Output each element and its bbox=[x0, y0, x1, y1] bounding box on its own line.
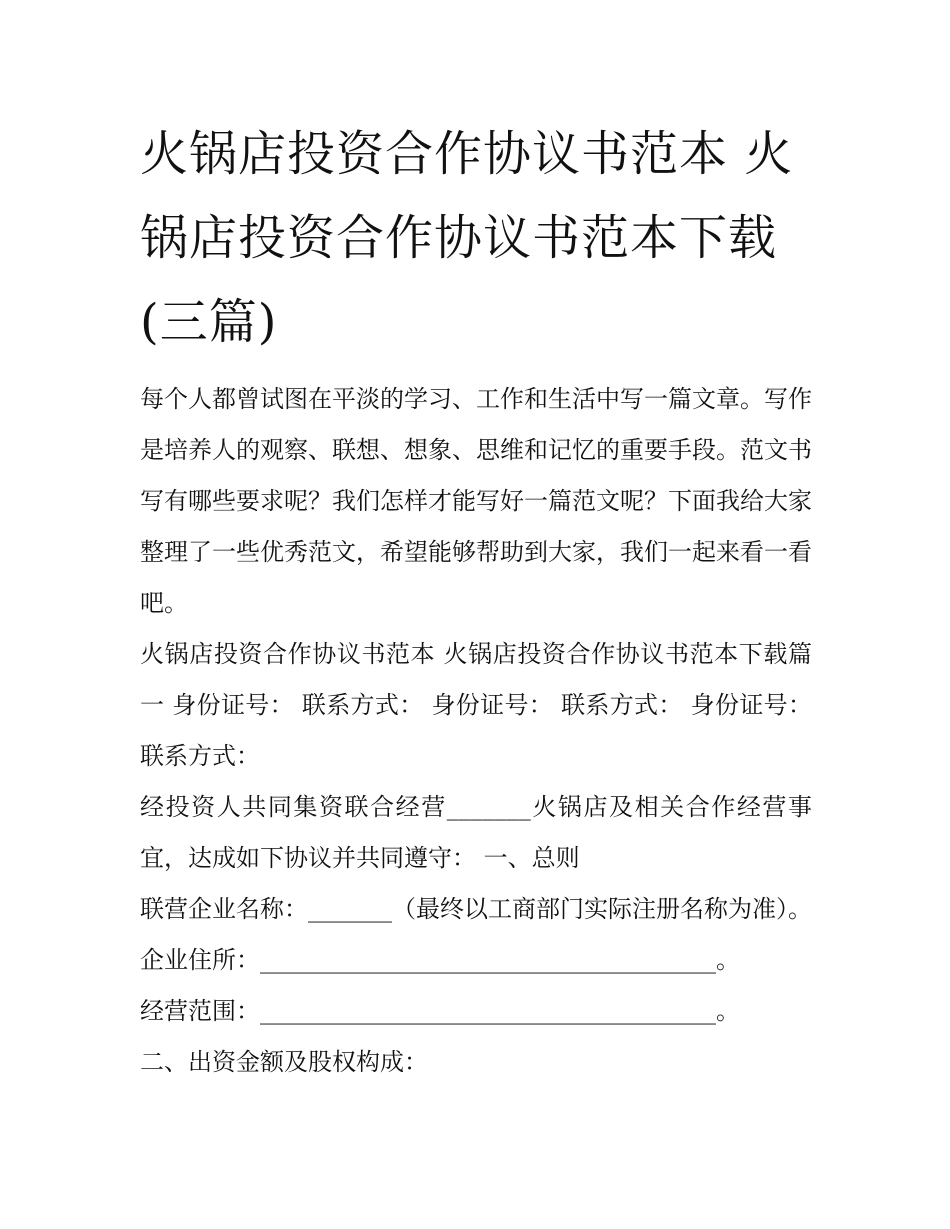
enterprise-name-line: 联营企业名称：_______（最终以工商部门实际注册名称为准）。 bbox=[140, 895, 812, 923]
intro-paragraph: 每个人都曾试图在平淡的学习、工作和生活中写一篇文章。写作是培养人的观察、联想、想象、思维和记忆的重要手段。范文书写有哪些要求呢？我们怎样才能写好一篇范文呢？下面我给大家整理了一些优秀范文，希望能够帮助到大家，我们一起来看一看吧。 bbox=[140, 385, 812, 617]
business-scope-line: 经营范围：______________________________________。 bbox=[140, 997, 740, 1025]
enterprise-address-line: 企业住所：______________________________________。 bbox=[140, 946, 740, 974]
agreement-preamble: 经投资人共同集资联合经营_______火锅店及相关合作经营事宜，达成如下协议并共同遵守： 一、总则 bbox=[140, 793, 812, 872]
document-page bbox=[140, 112, 812, 1088]
document-title: 火锅店投资合作协议书范本 火锅店投资合作协议书范本下载(三篇) bbox=[140, 126, 794, 350]
section-heading-capital: 二、出资金额及股权构成： bbox=[140, 1048, 428, 1076]
party-info-paragraph: 火锅店投资合作协议书范本 火锅店投资合作协议书范本下载篇一 身份证号： 联系方式： 身份证号： 联系方式： 身份证号： 联系方式： bbox=[140, 640, 812, 770]
